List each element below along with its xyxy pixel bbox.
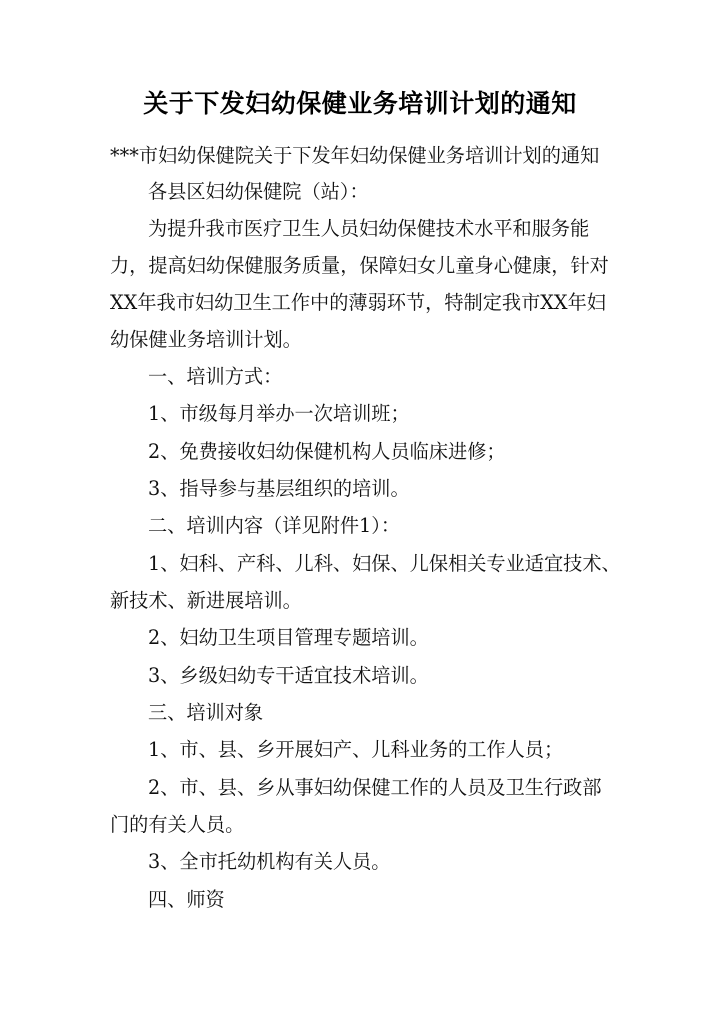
list-item: 3、乡级妇幼专干适宜技术培训。 [148,664,429,687]
list-item: 2、免费接收妇幼保健机构人员临床进修； [148,440,506,463]
section-heading: 三、培训对象 [148,701,264,724]
paragraph-line: 为提升我市医疗卫生人员妇幼保健技术水平和服务能 [148,217,590,240]
list-item: 2、市、县、乡从事妇幼保健工作的人员及卫生行政部 [148,776,602,799]
list-item: 1、市级每月举办一次培训班； [148,402,410,425]
section-heading: 二、培训内容（详见附件1）： [148,514,401,537]
section-heading: 四、师资 [148,888,225,911]
list-item: 3、全市托幼机构有关人员。 [148,850,391,873]
document-subtitle-line: ***市妇幼保健院关于下发年妇幼保健业务培训计划的通知 [110,144,600,167]
list-item: 1、妇科、产科、儿科、妇保、儿保相关专业适宜技术、 [148,552,621,575]
paragraph-line: XX年我市妇幼卫生工作中的薄弱环节，特制定我市XX年妇 [110,291,606,314]
document-title: 关于下发妇幼保健业务培训计划的通知 [143,89,577,118]
paragraph-line: 力，提高妇幼保健服务质量，保障妇女儿童身心健康，针对 [110,254,609,277]
list-item-continuation: 门的有关人员。 [110,813,245,836]
list-item-continuation: 新技术、新进展培训。 [110,589,302,612]
paragraph-line: 幼保健业务培训计划。 [110,328,302,351]
list-item: 1、市、县、乡开展妇产、儿科业务的工作人员； [148,738,564,761]
list-item: 2、妇幼卫生项目管理专题培训。 [148,626,429,649]
salutation-line: 各县区妇幼保健院（站）： [148,180,369,203]
section-heading: 一、培训方式： [148,365,283,388]
list-item: 3、指导参与基层组织的培训。 [148,477,410,500]
